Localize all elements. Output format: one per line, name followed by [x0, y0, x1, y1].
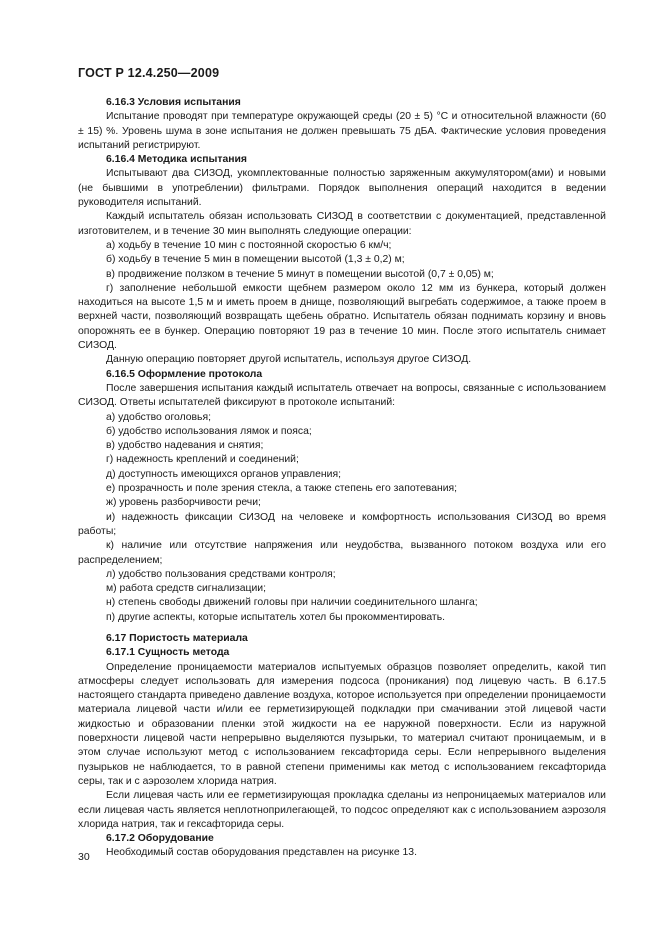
list-item-question-m: м) работа средств сигнализации;: [106, 583, 266, 595]
heading-6-16-4: 6.16.4 Методика испытания: [106, 154, 247, 166]
list-item-question-e: е) прозрачность и поле зрения стекла, а также степень его запотевания;: [106, 483, 458, 495]
list-item-question-b: б) удобство использования лямок и пояса;: [106, 425, 312, 437]
list-item-question-n: н) степень свободы движений головы при наличии соединительного шланга;: [106, 597, 478, 609]
list-item-operation-b: б) ходьбу в течение 5 мин в помещении высотой (1,3 ± 0,2) м;: [106, 254, 405, 266]
list-item-question-v: в) удобство надевания и снятия;: [106, 440, 264, 452]
standard-designation: ГОСТ Р 12.4.250—2009: [78, 66, 220, 80]
paragraph-method-essence: Определение проницаемости материалов испытуемых образцов позволяет определить, какой тип атмосферы следует использовать для измерения подсоса (проникания) под лицевую часть. В 6.17.5 настоящего стандарта приведено давление воздуха, которое используется при определении проницаемости материала лицевой части и/или ее герметизирующей подкладки при смачивании этой лицевой части жидкостью и образовании пленки этой жидкости на ее наружной поверхности. Если из наружной поверхности лицевой части непрерывно выделяются пузырьки, то материал считают проницаемым, и в этом случае используют метод с использованием гексафторида серы. Если непрерывного выделения пузырьков не наблюдается, то в равной степени применимы как метод с использованием гексафторида серы, так и с аэрозолем хлорида натрия.: [78, 661, 606, 787]
list-item-question-l: л) удобство пользования средствами контроля;: [106, 568, 336, 580]
page-body: [78, 94, 606, 861]
paragraph-equipment: Необходимый состав оборудования представлен на рисунке 13.: [106, 847, 417, 859]
paragraph-impermeable-materials: Если лицевая часть или ее герметизирующая прокладка сделаны из непроницаемых материалов или если лицевая часть является неплотноприлегающей, то подсос определяют как с использованием аэрозоля хлорида натрия, так и гексафторида серы.: [78, 790, 606, 830]
paragraph-test-conditions: Испытание проводят при температуре окружающей среды (20 ± 5) °C и относительной влажности (60 ± 15) %. Уровень шума в зоне испытания не должен превышать 75 дБА. Фактические условия проведения испытаний регистрируют.: [78, 111, 606, 151]
heading-6-16-3: 6.16.3 Условия испытания: [106, 97, 241, 108]
paragraph-test-units: Испытывают два СИЗОД, укомплектованные полностью заряженным аккумулятором(ами) и новыми (не бывшими в употреблении) фильтрами. Порядок выполнения операций находится в ведении руководителя испытаний.: [78, 168, 606, 209]
list-item-question-a: а) удобство оголовья;: [106, 411, 211, 423]
list-item-question-p: п) другие аспекты, которые испытатель хотел бы прокомментировать.: [106, 611, 445, 623]
paragraph-protocol-intro: После завершения испытания каждый испытатель отвечает на вопросы, связанные с использованием СИЗОД. Ответы испытателей фиксируют в протоколе испытаний:: [78, 382, 606, 409]
list-item-operation-g: г) заполнение небольшой емкости щебнем размером около 12 мм из бункера, который должен находиться на высоте 1,5 м и иметь проем в днище, позволяющий выгребать содержимое, а также проем в верхней части, позволяющий возвращать щебень обратно. Испытатель обязан поднимать корзину и вновь опорожнять ее в бункер. Операцию повторяют 19 раз в течение 10 мин. После этого испытатель снимает СИЗОД.: [78, 282, 606, 352]
heading-6-17-2: 6.17.2 Оборудование: [106, 833, 214, 845]
list-item-question-g: г) надежность креплений и соединений;: [106, 454, 299, 466]
paragraph-operations-intro: Каждый испытатель обязан использовать СИЗОД в соответствии с документацией, представленной изготовителем, и в течение 30 мин выполнять следующие операции:: [78, 211, 606, 237]
list-item-question-d: д) доступность имеющихся органов управления;: [106, 468, 341, 480]
heading-6-17: 6.17 Пористость материала: [106, 632, 248, 644]
list-item-question-zh: ж) уровень разборчивости речи;: [106, 497, 261, 509]
heading-6-16-5: 6.16.5 Оформление протокола: [106, 368, 263, 380]
page-number: 30: [78, 851, 90, 863]
list-item-question-i: и) надежность фиксации СИЗОД на человеке и комфортность использования СИЗОД во время работы;: [78, 511, 606, 537]
list-item-question-k: к) наличие или отсутствие напряжения или неудобства, вызванного потоком воздуха или его распределением;: [78, 540, 606, 566]
list-item-operation-v: в) продвижение ползком в течение 5 минут в помещении высотой (0,7 ± 0,05) м;: [106, 268, 494, 280]
heading-6-17-1: 6.17.1 Сущность метода: [106, 647, 230, 659]
paragraph-repeat-operation: Данную операцию повторяет другой испытатель, используя другое СИЗОД.: [106, 354, 472, 366]
list-item-operation-a: а) ходьбу в течение 10 мин с постоянной скоростью 6 км/ч;: [106, 239, 392, 251]
